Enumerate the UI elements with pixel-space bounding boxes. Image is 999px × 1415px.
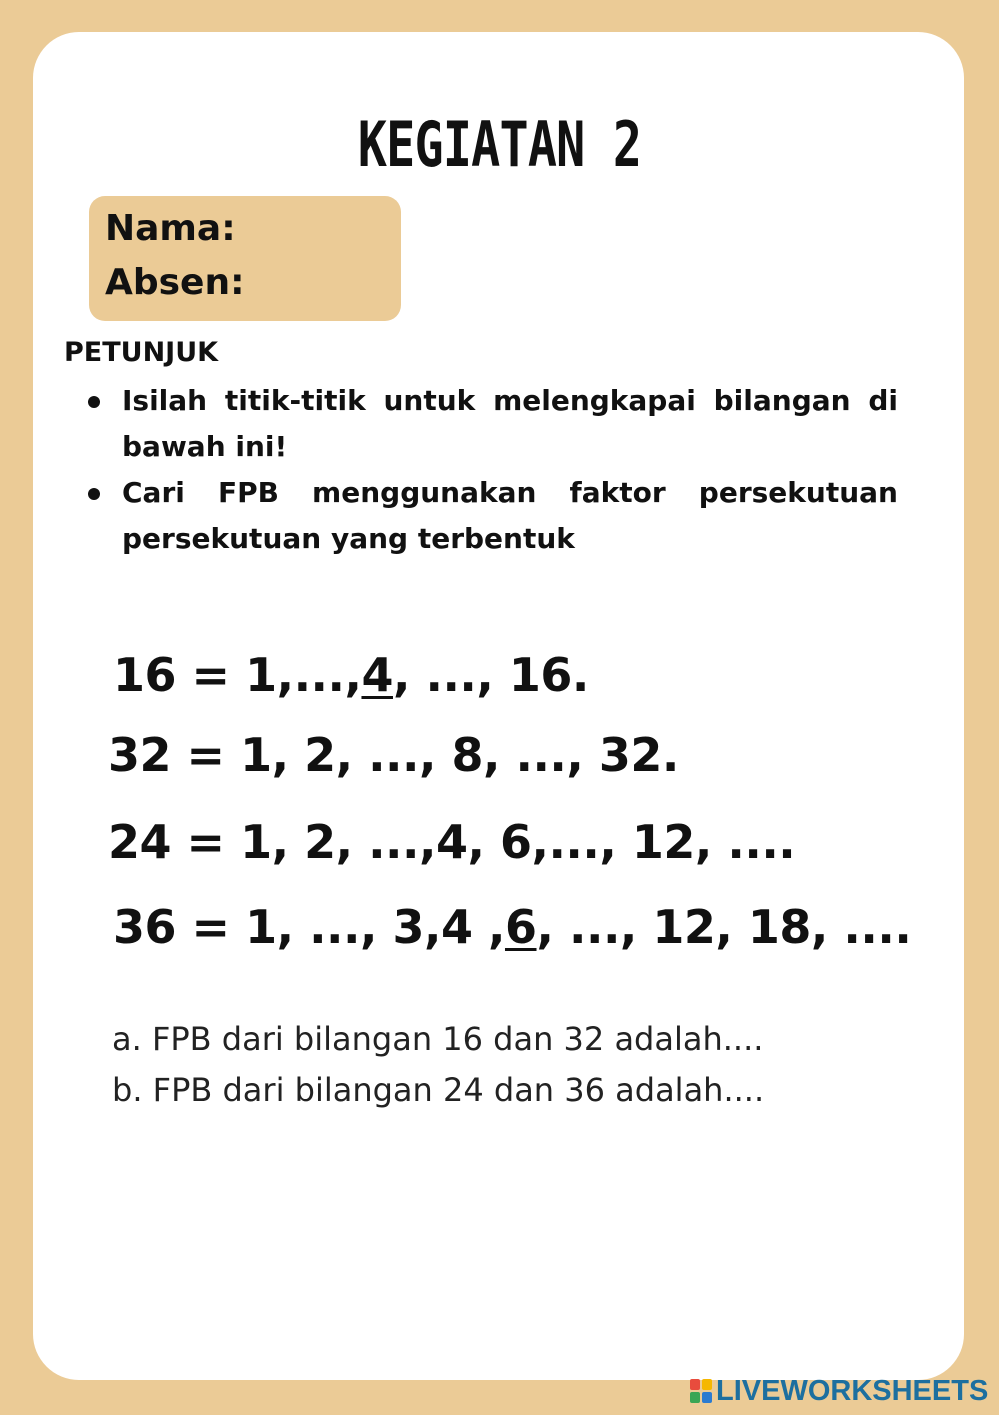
instruction-item: Isilah titik-titik untuk melengkapai bilangan di bawah ini!	[122, 384, 898, 463]
bullet-icon	[88, 396, 100, 408]
logo-square	[702, 1392, 712, 1403]
worksheet-title: KEGIATAN 2	[357, 108, 642, 181]
equation-text: , ..., 16.	[392, 648, 589, 702]
factor-equation-16	[113, 648, 589, 702]
equation-text: 16 = 1,...,	[113, 648, 362, 702]
equation-text: 32 = 1, 2, ..., 8, ..., 32.	[108, 728, 679, 782]
instructions-heading: PETUNJUK	[64, 337, 219, 368]
student-identity-box	[89, 196, 401, 321]
brand-text: LIVEWORKSHEETS	[716, 1374, 989, 1407]
factor-equation-36	[113, 900, 911, 954]
name-label: Nama:	[105, 208, 236, 249]
equation-text: 36 = 1, ..., 3,4 ,	[113, 900, 505, 954]
liveworksheets-brand	[690, 1373, 988, 1409]
logo-square	[690, 1392, 700, 1403]
answer-blank-filled[interactable]: 6	[504, 900, 537, 954]
question-b: b. FPB dari bilangan 24 dan 36 adalah....	[112, 1071, 765, 1109]
factor-equation-32	[108, 728, 679, 782]
logo-square	[690, 1379, 700, 1390]
question-a: a. FPB dari bilangan 16 dan 32 adalah....	[112, 1020, 764, 1058]
logo-square	[702, 1379, 712, 1390]
equation-text: 24 = 1, 2, ...,4, 6,..., 12, ....	[108, 815, 796, 869]
instruction-item: Cari FPB menggunakan faktor persekutuan persekutuan yang terbentuk	[122, 476, 898, 555]
absen-label: Absen:	[105, 262, 245, 303]
bullet-icon	[88, 488, 100, 500]
answer-blank-filled[interactable]: 4	[361, 648, 393, 702]
liveworksheets-logo-icon	[690, 1379, 712, 1403]
factor-equation-24	[108, 815, 795, 869]
equation-text: , ..., 12, 18, ....	[536, 900, 912, 954]
